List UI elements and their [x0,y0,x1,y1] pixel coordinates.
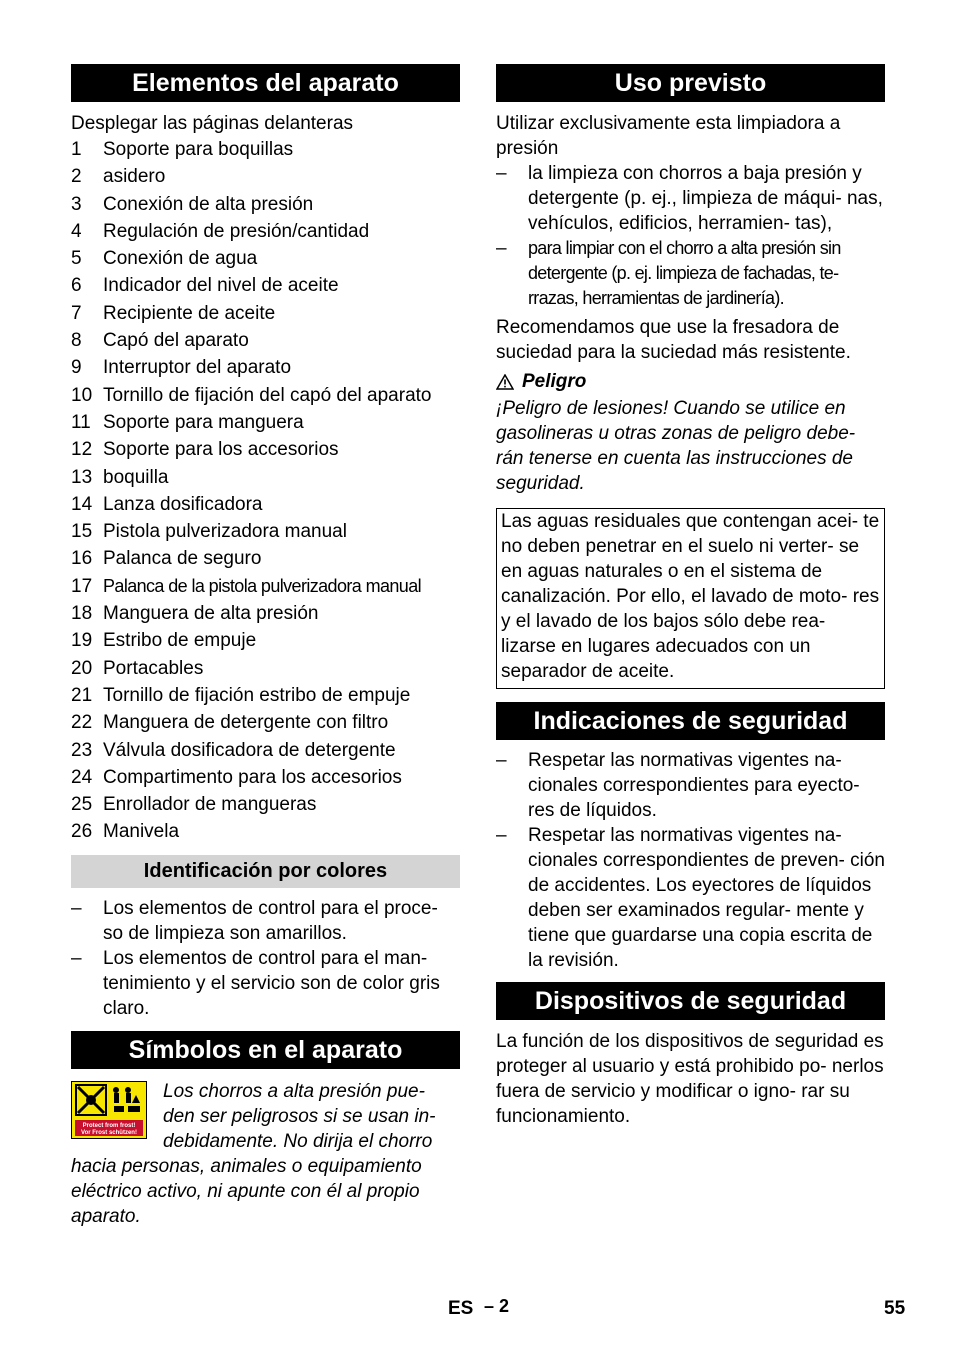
section-title-simbolos: Símbolos en el aparato [71,1031,460,1069]
symbol-label-line-2: Vor Frost schützen! [81,1129,137,1136]
symbol-block [71,1079,460,1229]
parts-list-item [71,682,460,709]
parts-list-item [71,136,460,163]
devices-text: La función de los dispositivos de seguridad es proteger al usuario y está prohibido po- nerlos fuera de servicio y modificar o igno- rar su funcionamiento. [496,1031,884,1127]
page-number: 55 [884,1298,906,1319]
parts-list-item [71,764,460,791]
uso-list [496,161,885,311]
item-number: 18 [71,603,93,625]
uso-intro: Utilizar exclusivamente esta limpiadora a presión [496,113,841,159]
list-item-text: Respetar las normativas vigentes na- cionales correspondientes de preven- ción de accidentes. Los eyectores de líquidos deben ser examinados regular- mente y tiene que guardarse una copia escrita de la revisión. [528,825,885,971]
item-number: 13 [71,466,93,488]
item-number: 21 [71,684,93,706]
symbol-label-line-1: Protect from frost! [82,1122,136,1129]
parts-list [71,136,460,846]
parts-list-item [71,491,460,518]
list-item-text: Los elementos de control para el proce- so de limpieza son amarillos. [103,897,438,944]
dash-bullet: – [496,238,507,259]
item-label: Capó del aparato [103,330,249,352]
section-title-dispositivos: Dispositivos de seguridad [496,982,885,1020]
item-label: Conexión de alta presión [103,193,314,215]
parts-list-item [71,464,460,491]
parts-list-item [71,409,460,436]
list-item [496,823,885,973]
parts-list-item [71,382,460,409]
parts-list-item [71,218,460,245]
item-label: Manguera de alta presión [103,603,319,625]
parts-list-item [71,545,460,572]
item-label: Compartimento para los accesorios [103,766,402,788]
list-item-text: Respetar las normativas vigentes na- cionales correspondientes para eyecto- res de líquidos. [528,750,860,821]
item-number: 22 [71,712,93,734]
parts-list-item [71,327,460,354]
section-title-uso: Uso previsto [496,64,885,102]
parts-list-item [71,573,460,600]
item-number: 8 [71,330,82,352]
item-number: 16 [71,548,93,570]
item-number: 17 [71,575,93,597]
item-number: 1 [71,139,82,160]
parts-list-item [71,191,460,218]
right-column [496,64,885,1129]
parts-list-item [71,300,460,327]
parts-list-item [71,709,460,736]
item-number: 4 [71,220,82,242]
item-number: 6 [71,275,82,297]
item-label: Tornillo de fijación estribo de empuje [103,684,411,706]
item-label: Recipiente de aceite [103,302,276,324]
parts-list-item [71,245,460,272]
item-label: Portacables [103,657,204,679]
section-title-colores: Identificación por colores [71,855,460,888]
item-label: Interruptor del aparato [103,357,292,379]
item-label: Tornillo de fijación del capó del aparato [103,384,432,406]
item-label: Regulación de presión/cantidad [103,220,370,242]
list-item-text: Los elementos de control para el man- tenimiento y el servicio son de color gris claro. [103,947,440,1019]
list-item [496,748,885,823]
list-item [71,896,460,946]
item-number: 19 [71,630,93,652]
list-item [71,946,460,1021]
item-number: 23 [71,739,93,761]
list-item [496,236,885,311]
parts-list-item [71,655,460,682]
symbols-text: Los chorros a alta presión pue- den ser peligrosos si se usan in- debidamente. No dirija el chorro hacia personas, animales o equipamiento eléctrico activo, ni apunte con él al propio aparato. [71,1080,436,1227]
item-number: 14 [71,493,93,515]
item-number: 5 [71,248,82,270]
footer-language: ES [448,1298,474,1319]
danger-text: ¡Peligro de lesiones! Cuando se utilice en gasolineras u otras zonas de peligro debe- rán tenerse en cuenta las instrucciones de seguridad. [496,398,856,494]
section-title-seguridad: Indicaciones de seguridad [496,702,885,740]
item-number: 24 [71,766,93,788]
item-label: Lanza dosificadora [103,493,263,515]
item-number: 20 [71,657,93,679]
parts-list-item [71,354,460,381]
list-item-text: para limpiar con el chorro a alta presión sin detergente (p. ej. limpieza de fachadas, te- rrazas, herramientas de jardinería). [528,238,841,308]
item-label: Conexión de agua [103,248,258,270]
dash-bullet: – [496,825,507,846]
item-number: 15 [71,521,93,543]
list-item [496,161,885,236]
item-number: 9 [71,357,82,379]
item-label: Estribo de empuje [103,630,257,652]
high-pressure-warning-label-icon [71,1081,147,1139]
footer-section-page: – 2 [484,1296,510,1316]
item-label: asidero [103,166,166,188]
danger-title: Peligro [522,371,587,392]
item-number: 2 [71,166,82,188]
item-label: Soporte para boquillas [103,139,294,160]
parts-list-item [71,518,460,545]
parts-list-item [71,436,460,463]
item-label: Soporte para manguera [103,411,304,433]
parts-list-item [71,818,460,845]
item-label: Palanca de la pistola pulverizadora manual [103,575,422,596]
color-list [71,896,460,1021]
warning-triangle-icon [496,374,514,390]
item-number: 25 [71,794,93,816]
left-column [71,64,460,1229]
oil-wastewater-notice [496,508,885,689]
item-number: 26 [71,821,93,843]
section-title-elementos: Elementos del aparato [71,64,460,102]
item-label: Palanca de seguro [103,548,262,570]
parts-list-item [71,600,460,627]
parts-list-item [71,627,460,654]
item-number: 3 [71,193,82,215]
dash-bullet: – [71,947,82,969]
uso-recommendation: Recomendamos que use la fresadora de suciedad para la suciedad más resistente. [496,317,851,363]
item-number: 7 [71,302,82,324]
parts-list-item [71,163,460,190]
item-label: Manivela [103,821,180,843]
parts-list-item [71,737,460,764]
parts-list-item [71,791,460,818]
dash-bullet: – [496,163,507,184]
list-item-text: la limpieza con chorros a baja presión y detergente (p. ej., limpieza de máqui- nas, vehículos, edificios, herramien- tas), [528,163,883,234]
parts-list-item [71,272,460,299]
dash-bullet: – [496,750,507,771]
item-label: Válvula dosificadora de detergente [103,739,396,761]
safety-list [496,748,885,973]
item-label: Soporte para los accesorios [103,439,339,461]
danger-heading [496,369,885,394]
dash-bullet: – [71,897,82,919]
item-label: Enrollador de mangueras [103,794,317,816]
section-intro: Desplegar las páginas delanteras [71,113,354,134]
item-label: Pistola pulverizadora manual [103,521,347,543]
item-number: 12 [71,439,93,461]
notice-text: Las aguas residuales que contengan acei- te no deben penetrar en el suelo ni verter- se en aguas naturales o en el sistema de canalización. Por ello, el lavado de moto- res y el lavado de los bajos sólo debe rea- lizarse en lugares adecuados con un separador de aceite. [501,511,880,682]
item-label: Manguera de detergente con filtro [103,712,389,734]
item-label: Indicador del nivel de aceite [103,275,339,297]
item-label: boquilla [103,466,169,488]
item-number: 10 [71,384,93,406]
item-number: 11 [71,411,91,433]
